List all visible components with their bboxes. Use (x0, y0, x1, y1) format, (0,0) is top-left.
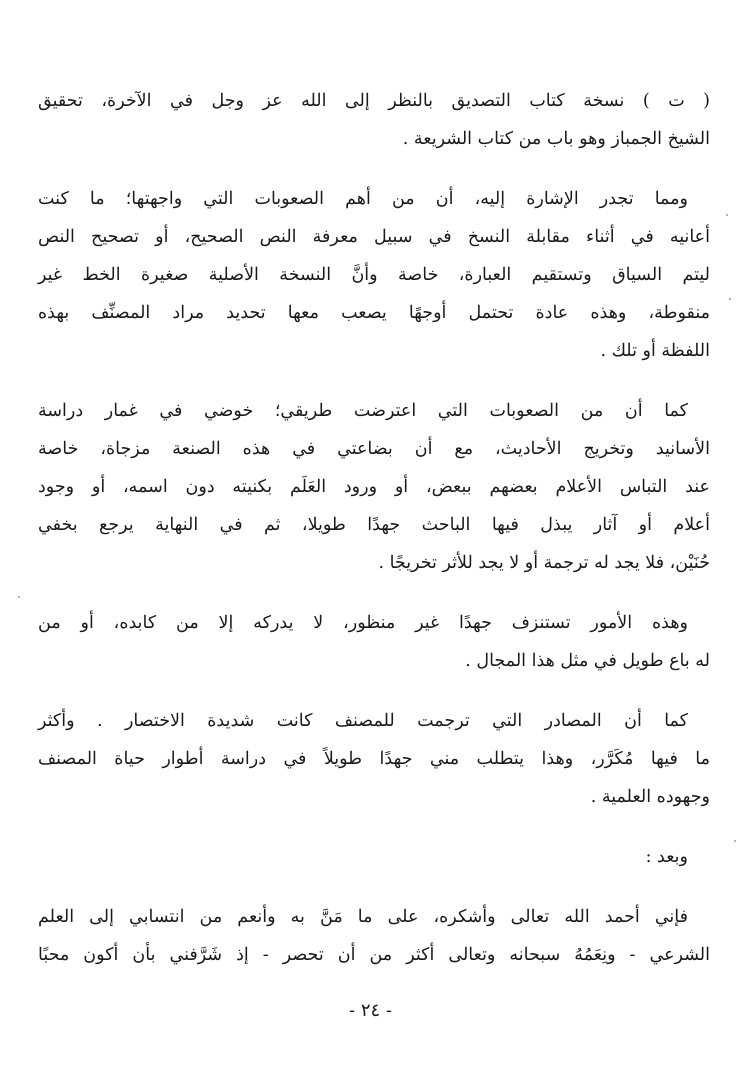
scan-speck (734, 840, 736, 842)
text-line: كما أن المصادر التي ترجمت للمصنف كانت شديدة الاختصار . وأكثر (38, 711, 688, 731)
scan-speck (18, 596, 20, 598)
scan-speck (729, 298, 731, 300)
paragraph-manuscript-t (38, 82, 710, 158)
text-line: له باع طويل في مثل هذا المجال . (465, 651, 710, 671)
text-line: الشيخ الجمباز وهو باب من كتاب الشريعة . (402, 129, 710, 149)
text-line: أعلام أو آثار يبذل فيها الباحث جهدًا طويلا، ثم في النهاية يرجع بخفي (38, 515, 710, 535)
text-line: وجهوده العلمية . (590, 787, 710, 807)
text-line: وهذه الأمور تستنزف جهدًا غير منظور، لا يدركه إلا من كابده، أو من (38, 613, 688, 633)
paragraph-isnad-study (38, 392, 710, 582)
page-number: - ٢٤ - (349, 1000, 392, 1021)
text-line: ليتم السياق وتستقيم العبارة، خاصة وأنَّ النسخة الأصلية صغيرة الخط غير (38, 265, 710, 285)
text-line: أعانيه في أثناء مقابلة النسخ في سبيل معرفة النص الصحيح، أو تصحيح النص (38, 227, 710, 247)
text-line: منقوطة، وهذه عادة تحتمل أوجهًا يصعب معها تحديد مراد المصنِّف بهذه (38, 303, 711, 323)
paragraph-effort (38, 604, 710, 680)
text-line: ( ت ) نسخة كتاب التصديق بالنظر إلى الله عز وجل في الآخرة، تحقيق (38, 91, 710, 111)
page-text-block (38, 82, 710, 1062)
scan-speck (726, 214, 728, 216)
text-line: فإني أحمد الله تعالى وأشكره، على ما مَنَّ به وأنعم من انتسابي إلى العلم (38, 907, 688, 927)
text-line: ما فيها مُكَرَّر، وهذا يتطلب مني جهدًا طويلاً في دراسة أطوار حياة المصنف (38, 749, 710, 769)
text-line: كما أن من الصعوبات التي اعترضت طريقي؛ خوضي في غمار دراسة (38, 401, 688, 421)
paragraph-sources (38, 702, 710, 816)
text-line: ومما تجدر الإشارة إليه، أن من أهم الصعوبات التي واجهتها؛ ما كنت (38, 189, 688, 209)
text-line: حُنَيْن، فلا يجد له ترجمة أو لا يجد للأثر تخريجًا . (378, 553, 710, 573)
paragraph-difficulties (38, 180, 710, 370)
paragraph-gratitude (38, 898, 710, 974)
text-line: اللفظة أو تلك . (600, 341, 710, 361)
text-line: عند التباس الأعلام بعضهم ببعض، أو ورود العَلَم بكنيته دون اسمه، أو وجود (38, 477, 710, 497)
text-line: الشرعي - ونِعَمُهُ سبحانه وتعالى أكثر من أن تحصر - إذ شَرَّفني بأن أكون محبًا (38, 945, 710, 965)
text-line: الأسانيد وتخريج الأحاديث، مع أن بضاعتي في هذه الصنعة مزجاة، خاصة (38, 439, 710, 459)
text-line: وبعد : (645, 847, 688, 867)
paragraph-wabaad (38, 838, 710, 876)
